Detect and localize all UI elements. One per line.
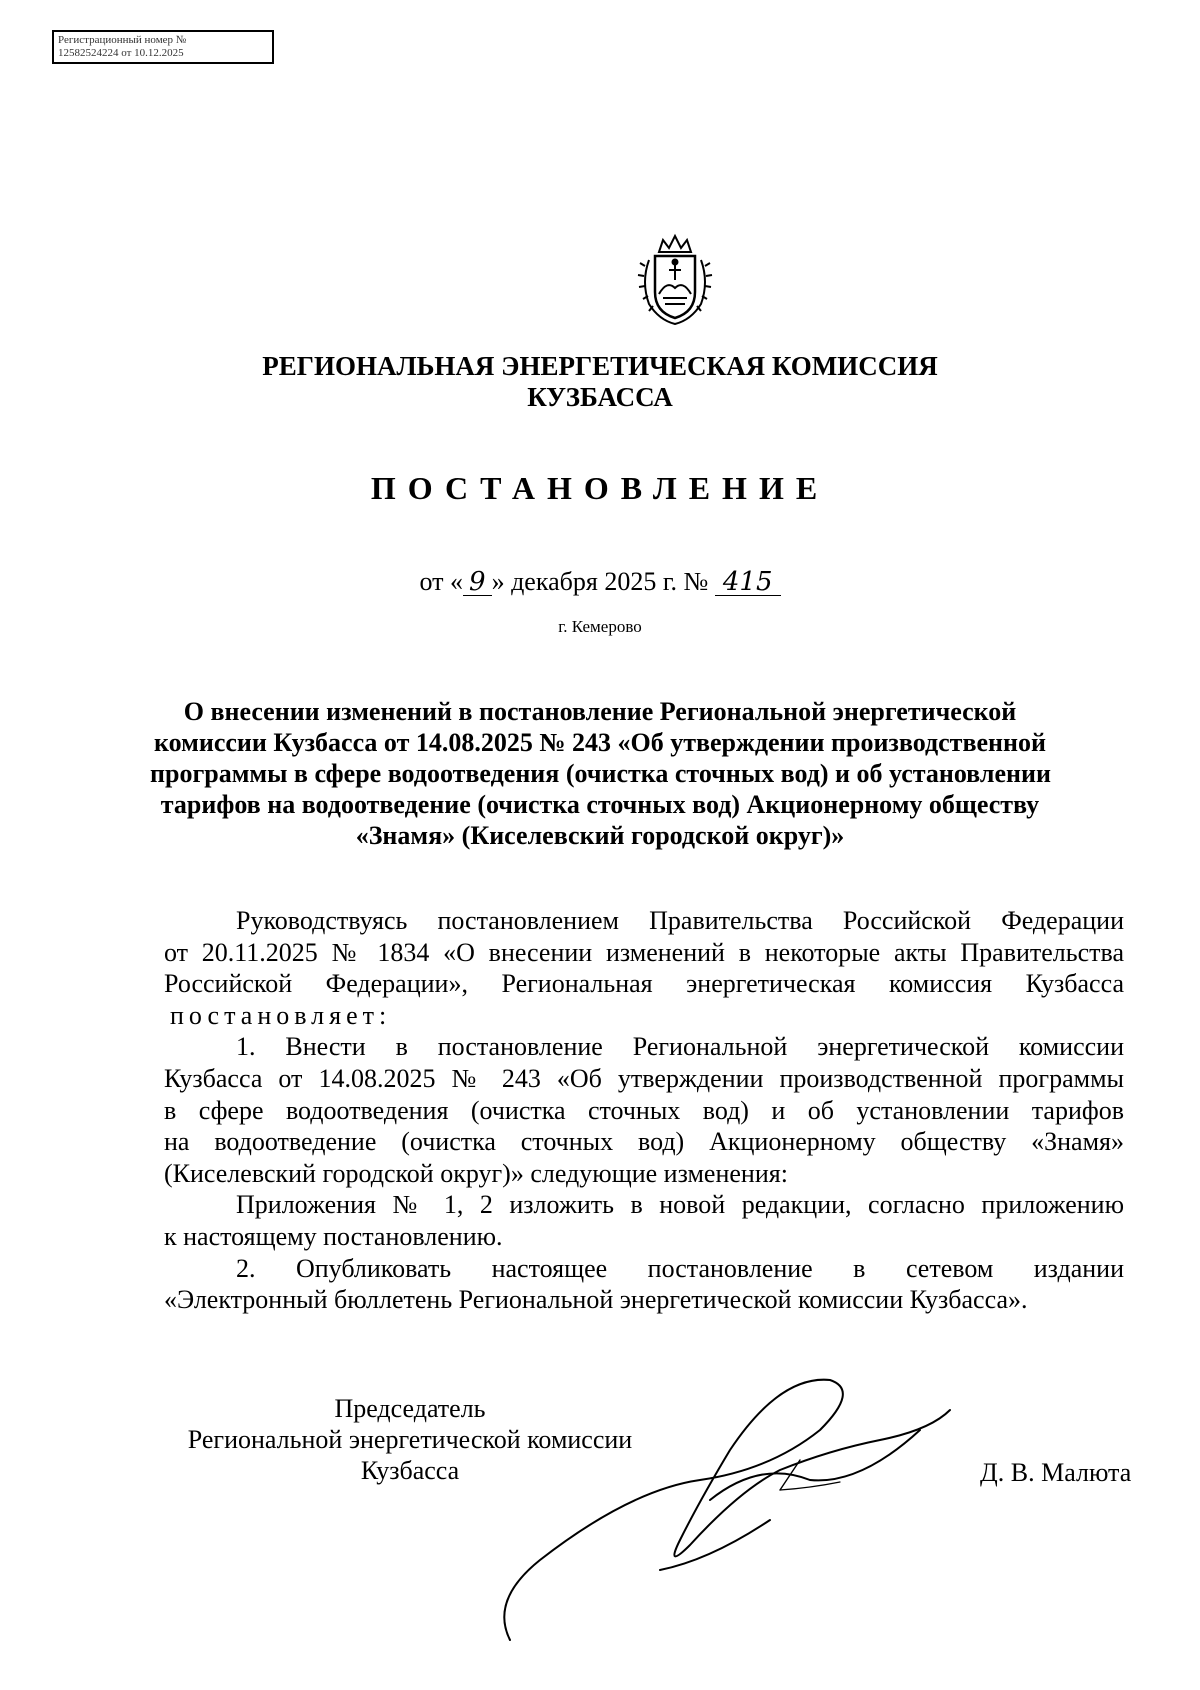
- signatory-title-line3: Кузбасса: [360, 1456, 460, 1485]
- subject-line: «Знамя» (Киселевский городской округ)»: [355, 821, 845, 850]
- body-line: Российской Федерации», Региональная энергетическая комиссия Кузбасса: [164, 969, 1124, 999]
- body-line: 1. Внести в постановление Региональной энергетической комиссии: [236, 1032, 1124, 1062]
- registration-number-label: Регистрационный номер №: [58, 34, 187, 46]
- handwritten-document-number: 415: [715, 569, 781, 596]
- date-prefix: от «: [419, 567, 464, 596]
- subject-line: комиссии Кузбасса от 14.08.2025 № 243 «Об утверждении производственной: [154, 728, 1046, 757]
- document-type: ПОСТАНОВЛЕНИЕ: [370, 470, 830, 506]
- document-city: г. Кемерово: [558, 617, 642, 636]
- subject-line: тарифов на водоотведение (очистка сточных вод) Акционерному обществу: [160, 790, 1040, 819]
- document-body: [164, 905, 1124, 1316]
- subject-line: О внесении изменений в постановление Региональной энергетической: [183, 697, 1017, 726]
- body-line: на водоотведение (очистка сточных вод) Акционерному обществу «Знамя»: [164, 1127, 1124, 1157]
- body-line: Приложения № 1, 2 изложить в новой редакции, согласно приложению: [236, 1190, 1124, 1220]
- body-line: от 20.11.2025 № 1834 «О внесении изменений в некоторые акты Правительства: [164, 937, 1124, 967]
- organization-name-line2: КУЗБАССА: [527, 382, 673, 412]
- document-date-number: [0, 567, 1200, 597]
- body-line: Кузбасса от 14.08.2025 № 243 «Об утверждении производственной программы: [164, 1063, 1124, 1093]
- subject-line: программы в сфере водоотведения (очистка сточных вод) и об установлении: [150, 759, 1051, 788]
- registration-stamp: [52, 30, 274, 64]
- body-line: в сфере водоотведения (очистка сточных вод) и об установлении тарифов: [164, 1095, 1124, 1125]
- handwritten-day: 9: [463, 569, 492, 596]
- signatory-name: Д. В. Малюта: [980, 1458, 1132, 1487]
- date-middle: » декабря 2025 г. №: [491, 567, 709, 596]
- signatory-title-line2: Региональной энергетической комиссии: [187, 1425, 633, 1454]
- body-line: к настоящему постановлению.: [164, 1221, 503, 1251]
- body-line: 2. Опубликовать настоящее постановление в сетевом издании: [236, 1253, 1124, 1283]
- signatory-title-line1: Председатель: [334, 1394, 486, 1423]
- document-subject: [150, 696, 1050, 851]
- registration-number-value: 12582524224 от 10.12.2025: [58, 47, 184, 59]
- handwritten-signature-icon: [480, 1370, 1040, 1670]
- body-line: Руководствуясь постановлением Правительства Российской Федерации: [236, 906, 1124, 935]
- organization-name-line1: РЕГИОНАЛЬНАЯ ЭНЕРГЕТИЧЕСКАЯ КОМИССИЯ: [262, 351, 938, 381]
- body-line: «Электронный бюллетень Региональной энергетической комиссии Кузбасса».: [164, 1285, 1028, 1315]
- body-line: (Киселевский городской округ)» следующие изменения:: [164, 1158, 788, 1188]
- kuzbass-coat-of-arms-icon: [635, 232, 715, 328]
- body-line-resolves: постановляет:: [170, 1000, 392, 1030]
